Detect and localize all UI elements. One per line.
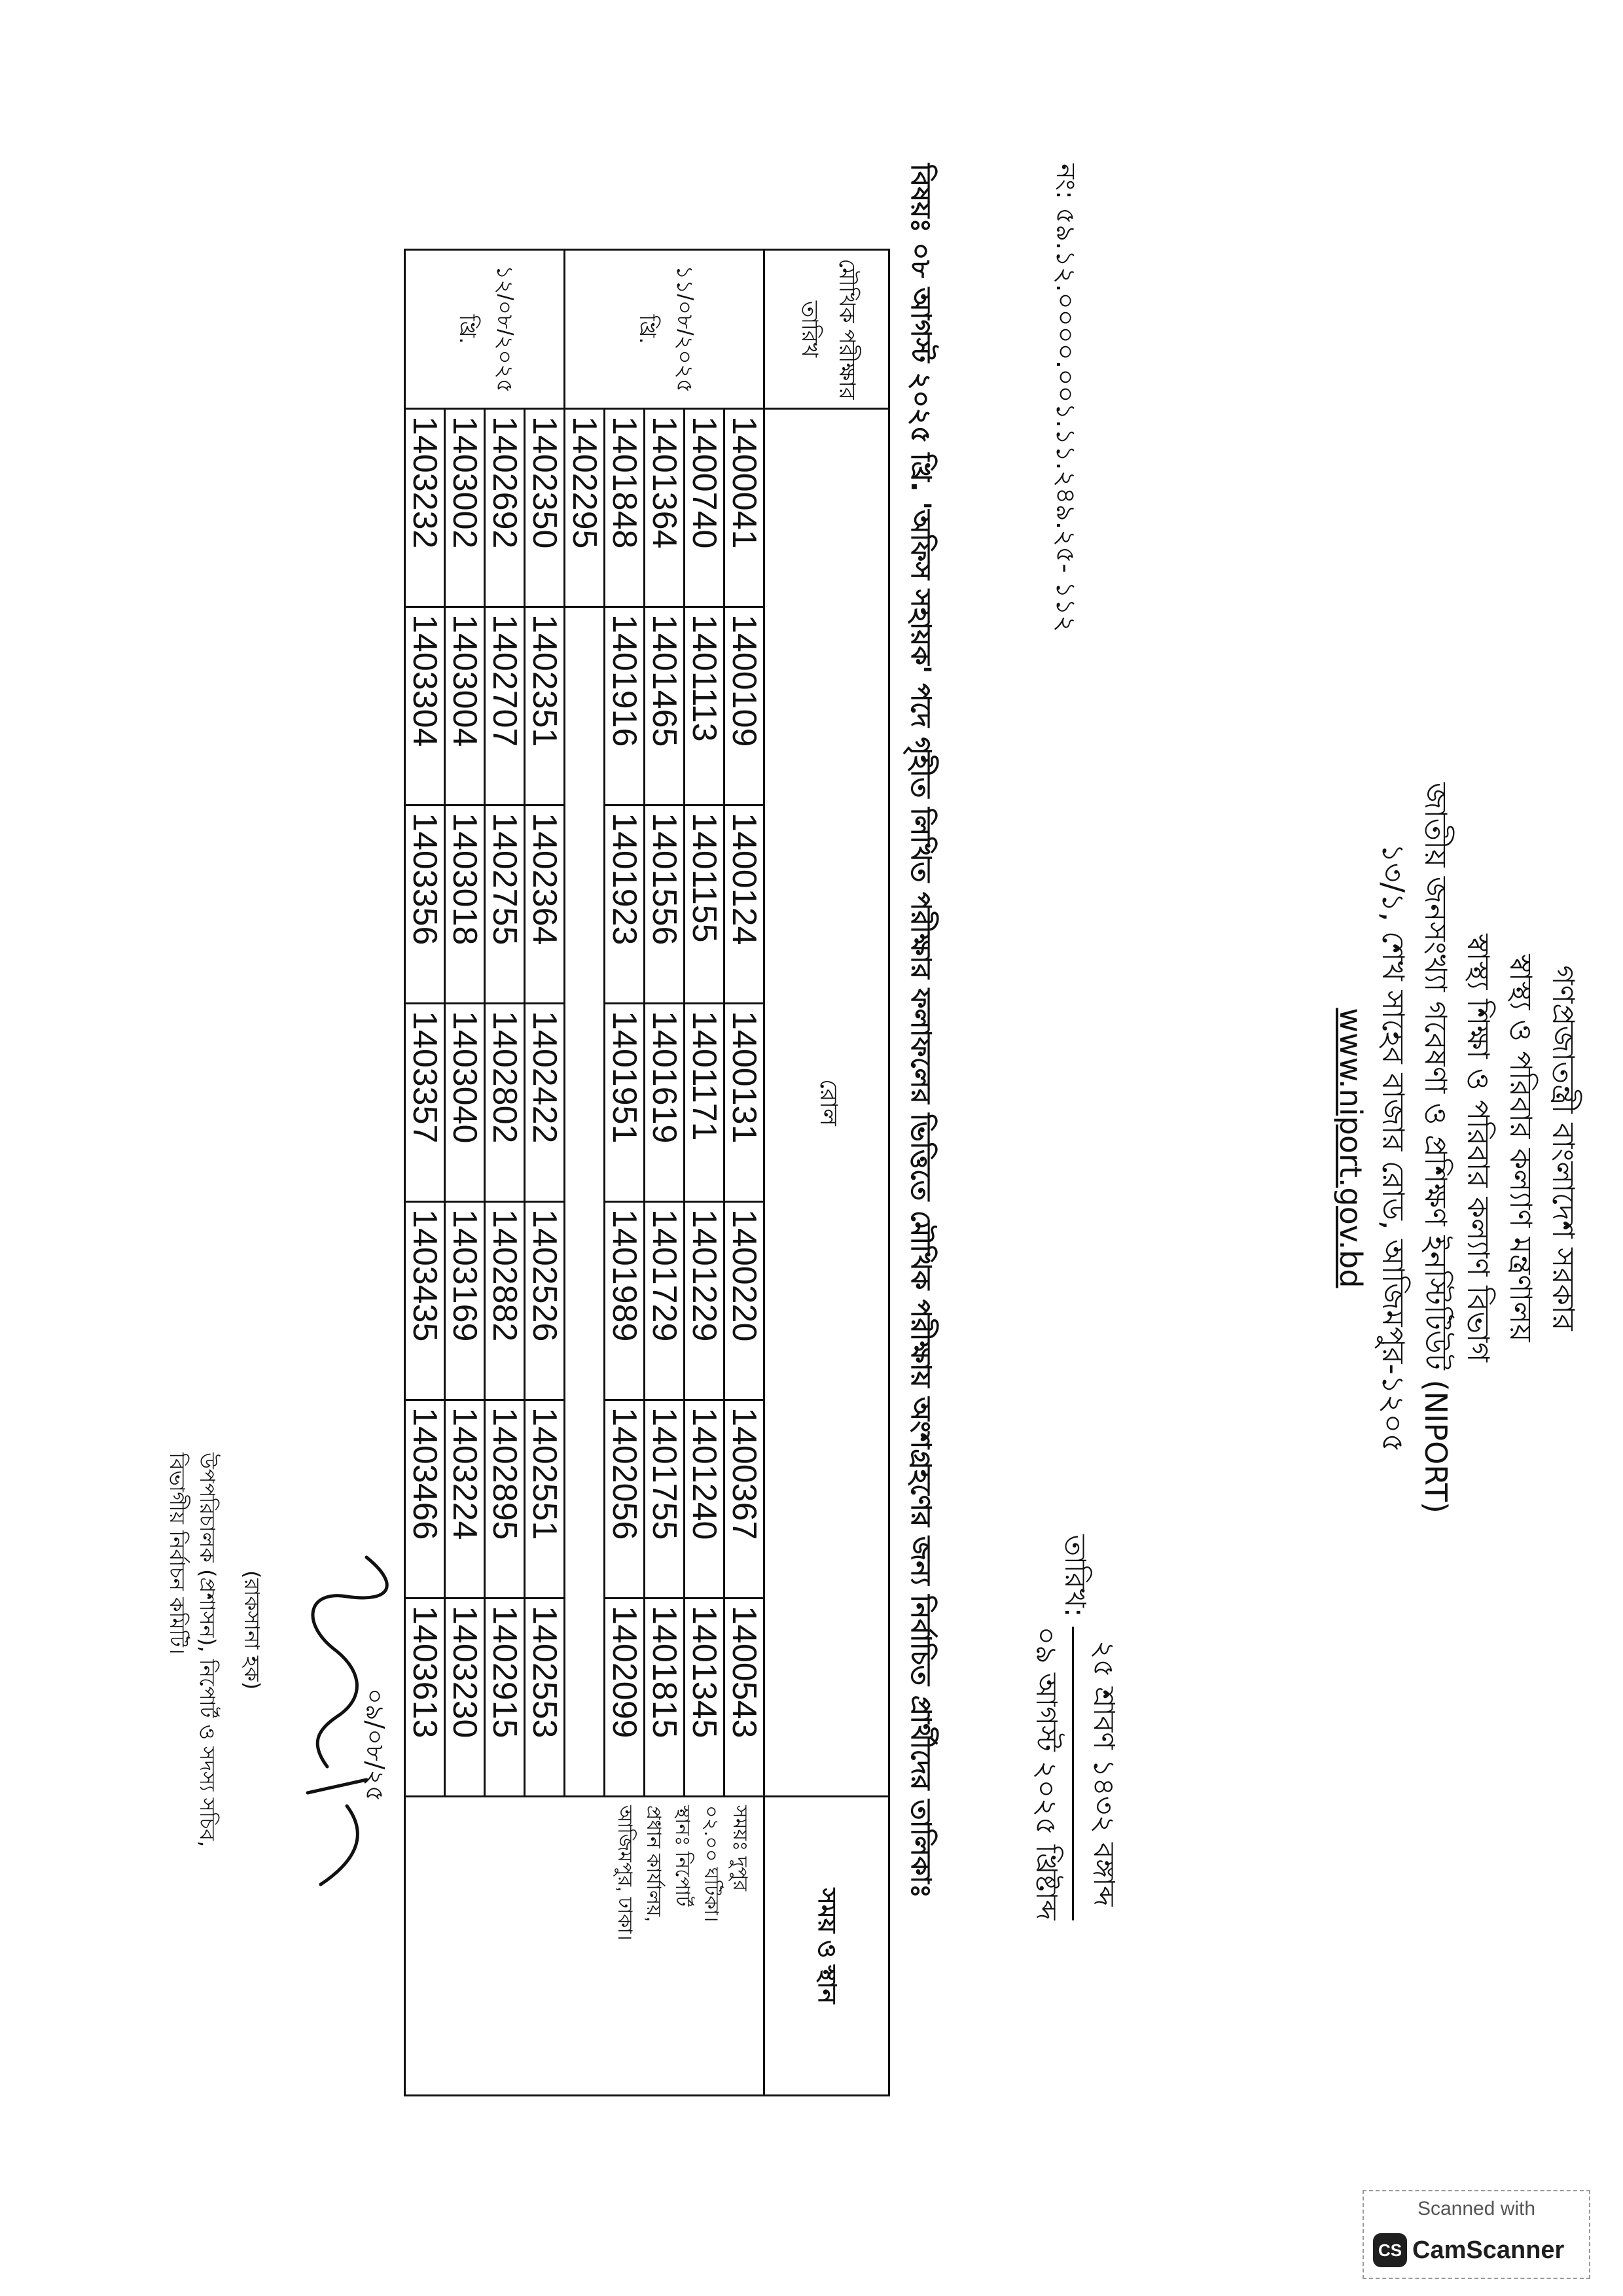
roll-cell: 1401155 xyxy=(685,805,724,1004)
roll-cell: 1403435 xyxy=(405,1202,445,1400)
govt-title: গণপ্রজাতন্ত্রী বাংলাদেশ সরকার xyxy=(1546,965,1581,1331)
header-roll: রোল xyxy=(764,409,889,1797)
camscanner-watermark xyxy=(1363,2190,1590,2279)
roll-cell: 1400041 xyxy=(724,409,764,607)
roll-cell: 1400543 xyxy=(724,1598,764,1797)
time-label: সময়ঃ দুপুর xyxy=(729,1805,751,1892)
header-exam-date: মৌখিক পরীক্ষার তারিখ xyxy=(764,250,889,409)
roll-cell: 1400109 xyxy=(724,607,764,805)
roll-cell: 1402755 xyxy=(485,805,525,1004)
roll-cell: 1403224 xyxy=(445,1400,485,1598)
scanned-with-text: Scanned with xyxy=(1417,2198,1536,2219)
roll-cell: 1403018 xyxy=(445,805,485,1004)
camscanner-brand: CamScanner xyxy=(1412,2236,1565,2264)
roll-cell: 1403230 xyxy=(445,1598,485,1797)
roll-cell: 1401556 xyxy=(645,805,685,1004)
roll-cell: 1402351 xyxy=(525,607,565,805)
roll-cell: 1401755 xyxy=(645,1400,685,1598)
date-label: তারিখ: xyxy=(1058,1534,1092,1617)
institute-address: ১৩/১, শেখ সাহেব বাজার রোড, আজিমপুর-১২০৫ xyxy=(1376,843,1411,1453)
group-date: ১১/০৮/২০২৫ খ্রি. xyxy=(565,250,764,409)
signature-date: ০৯/০৮/২৫ xyxy=(361,1688,389,1802)
signatory-title-line-2: বিভাগীয় নির্বাচন কমিটি। xyxy=(165,1453,190,1655)
place-line-2: প্রধান কার্যালয়, xyxy=(643,1805,664,1922)
roll-cell: 1401848 xyxy=(605,409,645,607)
time-place-cell xyxy=(405,1797,764,2096)
roll-cell: 1403304 xyxy=(405,607,445,805)
roll-cell: 1402350 xyxy=(525,409,565,607)
roll-cell: 1401171 xyxy=(685,1004,724,1202)
roll-cell: 1401989 xyxy=(605,1202,645,1400)
roll-cell: 1401923 xyxy=(605,805,645,1004)
signatory-title xyxy=(162,1453,223,2015)
roll-cell: 1402551 xyxy=(525,1400,565,1598)
roll-cell: 1402915 xyxy=(485,1598,525,1797)
roll-cell: 1401364 xyxy=(645,409,685,607)
roll-cell: 1403004 xyxy=(445,607,485,805)
bangla-date: ২৫ শ্রাবণ ১৪৩২ বঙ্গাব্দ xyxy=(1072,1627,1126,1920)
roll-cell: 1400740 xyxy=(685,409,724,607)
roll-cell: 1400124 xyxy=(724,805,764,1004)
roll-cell: 1403356 xyxy=(405,805,445,1004)
handwritten-signature xyxy=(281,1544,406,1911)
table-header-row xyxy=(764,250,889,2096)
roll-cell: 1402692 xyxy=(485,409,525,607)
roll-cell: 1400220 xyxy=(724,1202,764,1400)
place-line-3: আজিমপুর, ঢাকা। xyxy=(614,1805,635,1941)
roll-cell: 1402895 xyxy=(485,1400,525,1598)
website-link[interactable]: www.niport.gov.bd xyxy=(1333,1008,1368,1288)
roll-cell: 1402295 xyxy=(565,409,605,607)
roll-cell: 1402882 xyxy=(485,1202,525,1400)
roll-cell: 1401113 xyxy=(685,607,724,805)
roll-cell: 1401619 xyxy=(645,1004,685,1202)
roll-cell: 1402422 xyxy=(525,1004,565,1202)
roll-cell: 1403613 xyxy=(405,1598,445,1797)
roll-cell: 1402526 xyxy=(525,1202,565,1400)
subject-line: বিষয়ঃ ০৮ আগস্ট ২০২৫ খ্রি. 'অফিস সহায়ক' পদে গৃহীত লিখিত পরীক্ষার ফলাফলের ভিত্তিতে মৌখিক পরীক্ষায় অংশগ্রহণের জন্য নির্বাচিত প্রার্থীদের তালিকাঃ xyxy=(905,164,937,1899)
place-label: স্থানঃ নিপোর্ট xyxy=(671,1805,693,1907)
roll-cell: 1401240 xyxy=(685,1400,724,1598)
roll-cell: 1401951 xyxy=(605,1004,645,1202)
roll-cell: 1401815 xyxy=(645,1598,685,1797)
header-time-place: সময় ও স্থান xyxy=(764,1797,889,2096)
signatory-name: (রাকসানা হক) xyxy=(240,1570,264,1690)
roll-cell: 1402364 xyxy=(525,805,565,1004)
ministry-name: স্বাস্থ্য ও পরিবার কল্যাণ মন্ত্রণালয় xyxy=(1503,954,1539,1342)
reference-number: নং: ৫৯.১২.০০০০.০০১.১১.২৪৯.২৫- ১১২ xyxy=(1050,164,1080,633)
roll-cell: 1403040 xyxy=(445,1004,485,1202)
roll-cell: 1400367 xyxy=(724,1400,764,1598)
roll-cell: 1401229 xyxy=(685,1202,724,1400)
roll-cell: 1401345 xyxy=(685,1598,724,1797)
roll-cell: 1401916 xyxy=(605,607,645,805)
roll-cell: 1402707 xyxy=(485,607,525,805)
candidate-table xyxy=(404,249,890,2096)
time-value: ০২.০০ ঘটিকা। xyxy=(700,1805,722,1922)
date-block xyxy=(1020,1525,1126,1930)
english-date: ০৯ আগস্ট ২০২৫ খ্রিষ্টাব্দ xyxy=(1029,1626,1063,1920)
roll-cell: 1402553 xyxy=(525,1598,565,1797)
roll-cell: 1401729 xyxy=(645,1202,685,1400)
camscanner-logo-icon: CS xyxy=(1373,2233,1407,2267)
group-date: ১২/০৮/২০২৫ খ্রি. xyxy=(405,250,565,409)
roll-cell: 1402056 xyxy=(605,1400,645,1598)
roll-cell: 1401465 xyxy=(645,607,685,805)
empty-cell xyxy=(565,607,605,1797)
institute-name: জাতীয় জনসংখ্যা গবেষণা ও প্রশিক্ষণ ইনস্টিটিউট (NIPORT) xyxy=(1418,782,1454,1514)
roll-cell: 1403002 xyxy=(445,409,485,607)
signatory-title-line-1: উপপরিচালক (প্রশাসন), নিপোর্ট ও সদস্য সচিব, xyxy=(195,1453,220,1848)
roll-cell: 1400131 xyxy=(724,1004,764,1202)
roll-cell: 1403232 xyxy=(405,409,445,607)
roll-cell: 1402099 xyxy=(605,1598,645,1797)
roll-cell: 1403466 xyxy=(405,1400,445,1598)
division-name: স্বাস্থ্য শিক্ষা ও পরিবার কল্যাণ বিভাগ xyxy=(1461,934,1496,1362)
table-row xyxy=(724,250,764,2096)
roll-cell: 1403357 xyxy=(405,1004,445,1202)
roll-cell: 1402802 xyxy=(485,1004,525,1202)
roll-cell: 1403169 xyxy=(445,1202,485,1400)
